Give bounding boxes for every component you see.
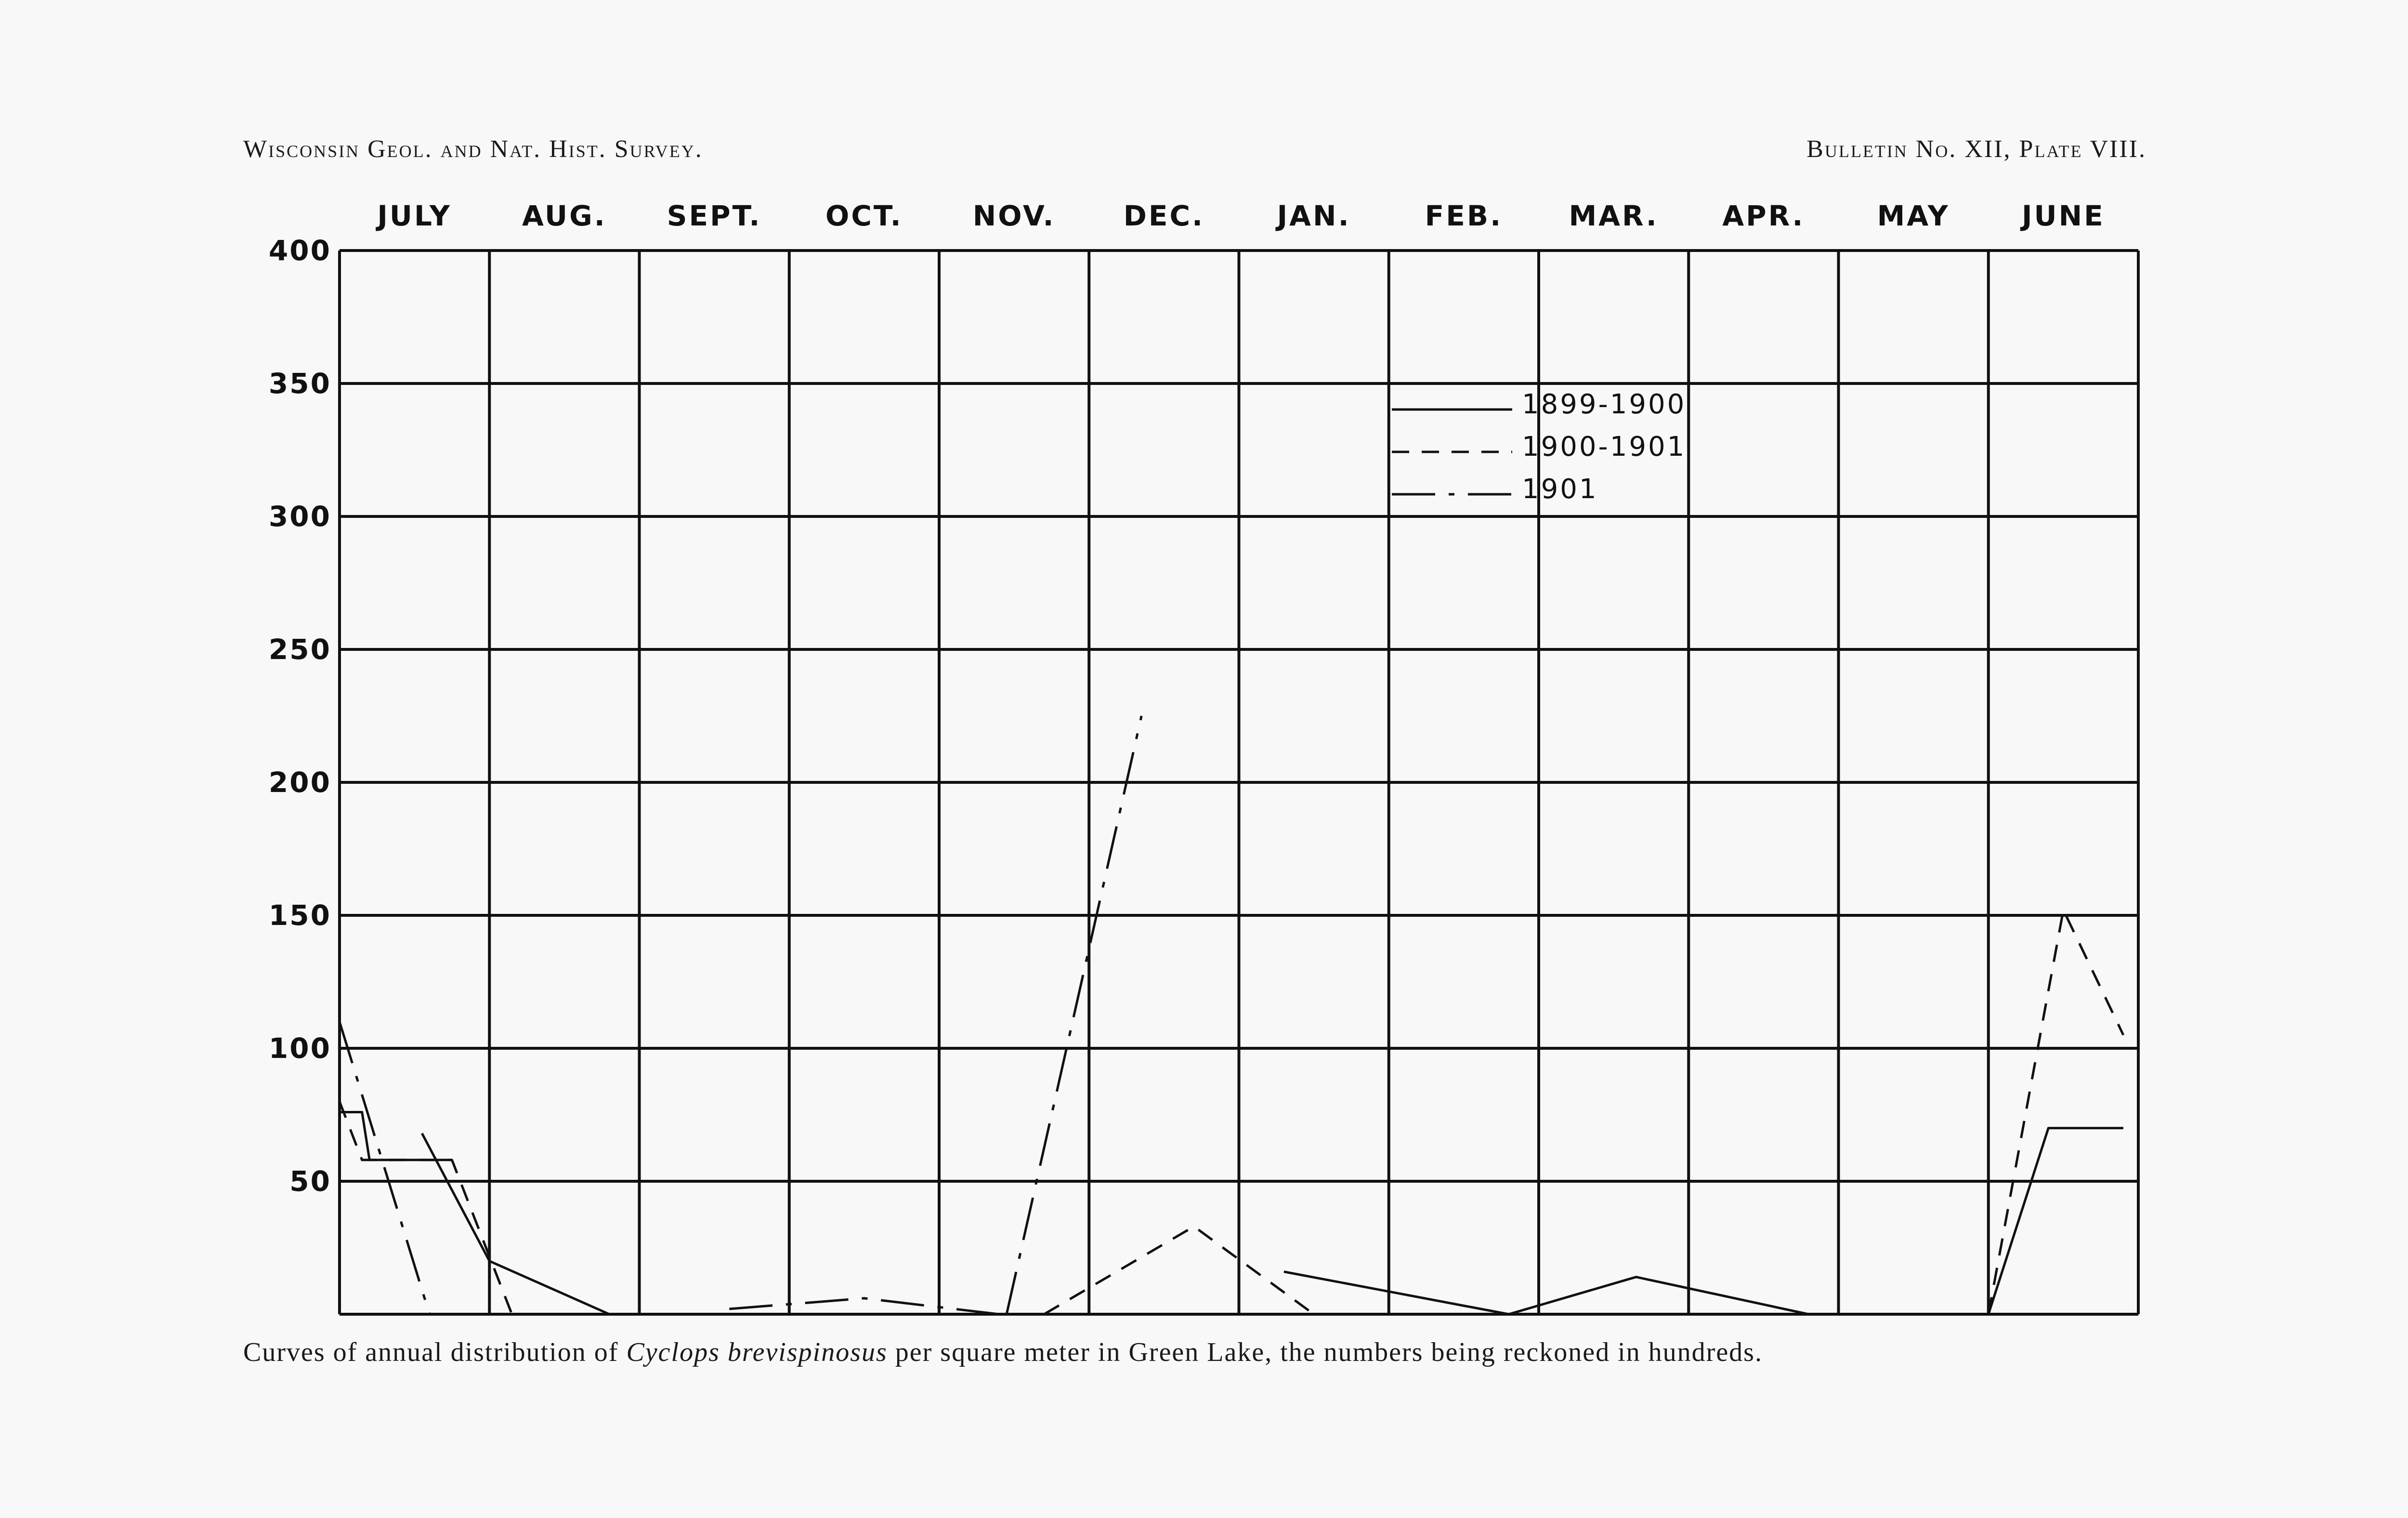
series-line-1899-1900 [1989,1128,2123,1314]
caption-text-before: Curves of annual distribution of [243,1337,619,1367]
legend-label: 1901 [1522,474,1598,505]
month-label: DEC. [1123,199,1205,232]
month-label: MAR. [1569,199,1659,232]
series-line-1899-1900 [340,1112,452,1160]
month-label: JAN. [1277,199,1351,232]
month-label: SEPT. [667,199,762,232]
chart-legend [1392,389,1686,505]
caption-species-name: Cyclops brevispinosus [626,1337,888,1367]
data-curves [340,716,2123,1314]
plate-caption [243,1337,1763,1368]
month-label: NOV. [972,199,1056,232]
y-tick-labels [269,234,331,1198]
y-tick-label: 200 [268,766,331,799]
caption-text-after: per square meter in Green Lake, the numbers being reckoned in hundreds. [895,1337,1763,1367]
y-tick-label: 300 [268,500,331,533]
series-line-1899-1900 [1284,1272,1808,1314]
header-survey-title: Wisconsin Geol. and Nat. Hist. Survey. [243,135,703,163]
series-line-1900-1901 [1044,1227,1314,1314]
series-line-1901 [1007,716,1141,1314]
series-line-1901 [729,1298,999,1314]
y-tick-label: 350 [268,367,331,400]
y-tick-label: 50 [289,1165,331,1198]
y-tick-label: 400 [268,234,331,267]
y-tick-label: 150 [268,899,331,932]
series-line-1901 [340,1022,430,1314]
legend-label: 1900-1901 [1522,431,1687,462]
month-label: APR. [1722,199,1805,232]
y-tick-label: 100 [268,1032,331,1065]
month-label: MAY [1877,199,1950,232]
month-label: OCT. [825,199,903,232]
month-label: JULY [377,199,452,232]
month-labels [375,199,2105,232]
month-label: FEB. [1425,199,1503,232]
month-label: JUNE [2021,199,2105,232]
month-label: AUG. [522,199,607,232]
legend-label: 1899-1900 [1522,389,1687,420]
y-tick-label: 250 [268,633,331,666]
header-bulletin-plate: Bulletin No. XII, Plate VIII. [1806,135,2146,163]
chart-grid [340,251,2138,1314]
